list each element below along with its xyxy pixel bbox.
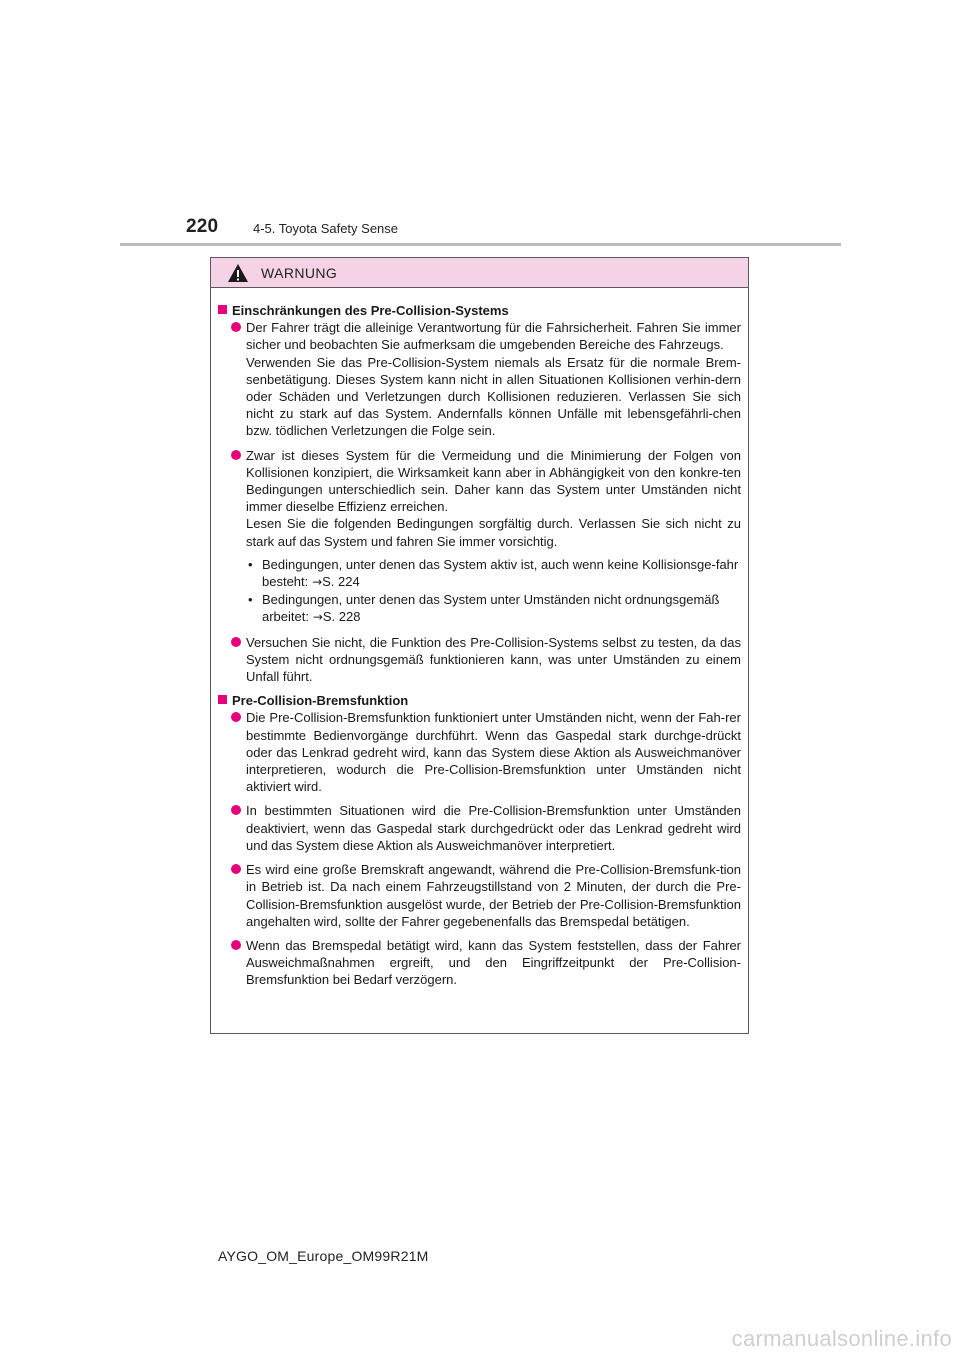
warning-box — [210, 257, 749, 1034]
bullet-item — [218, 319, 741, 439]
circle-bullet-icon — [231, 450, 241, 460]
bullet-item — [218, 861, 741, 930]
square-bullet-icon — [218, 695, 227, 704]
bullet-item — [218, 802, 741, 854]
circle-bullet-icon — [231, 805, 241, 815]
bullet-item — [218, 709, 741, 795]
bullet-item-text — [246, 447, 741, 627]
bullet-item-text — [246, 709, 741, 795]
square-bullet-icon — [218, 305, 227, 314]
sub-list-text — [262, 556, 741, 591]
bullet-item — [218, 634, 741, 686]
warning-header — [211, 258, 748, 288]
section-heading — [218, 302, 741, 319]
bullet-item — [218, 937, 741, 989]
section-heading — [218, 692, 741, 709]
warning-section — [218, 302, 741, 685]
circle-bullet-icon — [231, 712, 241, 722]
header-rule — [120, 243, 841, 246]
dot-bullet-icon: • — [248, 556, 253, 572]
section-title: 4-5. Toyota Safety Sense — [253, 221, 399, 236]
sub-item-text: Bedingungen, unter denen das System aktiv ist, auch wenn keine Kollisionsge-fahr besteht: — [262, 556, 739, 590]
site-watermark: carmanualsonline.info — [731, 1326, 952, 1351]
warning-title: WARNUNG — [261, 264, 338, 281]
bullet-item-text — [246, 319, 741, 439]
footer-code: AYGO_OM_Europe_OM99R21M — [218, 1248, 429, 1264]
page-number: 220 — [186, 216, 219, 237]
page-ref-arrow-icon: → — [308, 610, 323, 625]
paragraph: In bestimmten Situationen wird die Pre-Collision-Bremsfunktion unter Umständen deaktiviert, wenn das Gaspedal stark durchgedrückt oder das Lenkrad gedreht wird und das System diese Aktion als Ausweichmanöver interpretiert. — [246, 803, 741, 853]
page-reference-link[interactable]: S. 224 — [322, 574, 360, 590]
circle-bullet-icon — [231, 637, 241, 647]
sub-list-text — [262, 591, 741, 626]
page-reference-link[interactable]: S. 228 — [322, 609, 361, 625]
paragraph: Lesen Sie die folgenden Bedingungen sorgfältig durch. Verlassen Sie sich nicht zu stark auf das System und fahren Sie immer vorsichtig. — [246, 516, 741, 549]
warning-section — [218, 692, 741, 988]
circle-bullet-icon — [231, 322, 241, 332]
sub-item-text: Bedingungen, unter denen das System unter Umständen nicht ordnungsgemäß arbeitet: — [262, 592, 720, 625]
paragraph: Zwar ist dieses System für die Vermeidung und die Minimierung der Folgen von Kollisionen konzipiert, die Wirksamkeit kann aber in Abhängigkeit von den konkre-ten Bedingungen unterschiedlich sein. Daher kann das System unter Umständen nicht immer dieselbe Effizienz erreichen. — [246, 447, 741, 515]
sub-list — [245, 556, 741, 627]
page-ref-arrow-icon: → — [308, 575, 323, 590]
sub-list-item — [245, 591, 741, 626]
warning-triangle-icon — [227, 263, 249, 283]
bullet-item — [218, 447, 741, 627]
paragraph: Der Fahrer trägt die alleinige Verantwortung für die Fahrsicherheit. Fahren Sie immer sicher und beobachten Sie aufmerksam die umgebenden Bereiche des Fahrzeugs. — [246, 320, 741, 353]
dot-bullet-icon: • — [248, 592, 253, 608]
paragraph: Die Pre-Collision-Bremsfunktion funktioniert unter Umständen nicht, wenn der Fah-rer bestimmte Bedienvorgänge durchführt. Wenn das Gaspedal stark durchge-drückt oder das Lenkrad gedreht wird, kann das System diese Aktion als Ausweichmanöver interpretieren, wodurch die Pre-Collision-Bremsfunktion unter Umständen nicht aktiviert wird. — [246, 710, 741, 795]
circle-bullet-icon — [231, 864, 241, 874]
paragraph: Es wird eine große Bremskraft angewandt, während die Pre-Collision-Bremsfunk-tion in Betrieb ist. Da nach einem Fahrzeugstillstand von 2 Minuten, der durch die Pre-Collision-Bremsfunktion ausgelöst wurde, der Betrieb der Pre-Collision-Bremsfunktion angehalten wird, sollte der Fahrer gegebenenfalls das Bremspedal betätigen. — [246, 862, 741, 929]
bullet-item-text — [246, 937, 741, 989]
paragraph: Verwenden Sie das Pre-Collision-System niemals als Ersatz für die normale Brem-senbetätigung. Dieses System kann nicht in allen Situationen Kollisionen verhin-dern oder Schäden und Verletzungen durch Kollisionen reduzieren. Verlassen Sie sich nicht zu stark auf das System. Andernfalls können Unfälle mit lebensgefährli-chen bzw. tödlichen Verletzungen die Folge sein. — [246, 354, 741, 439]
bullet-item-text — [246, 634, 741, 686]
sub-list-item — [245, 556, 741, 591]
circle-bullet-icon — [231, 940, 241, 950]
warning-body — [211, 288, 748, 989]
bullet-item-text — [246, 802, 741, 854]
bullet-item-text — [246, 861, 741, 930]
section-heading-text: Einschränkungen des Pre-Collision-Systems — [232, 303, 509, 318]
paragraph: Versuchen Sie nicht, die Funktion des Pre-Collision-Systems selbst zu testen, da das System nicht ordnungsgemäß funktionieren kann, was unter Umständen zu einem Unfall führt. — [246, 634, 741, 685]
section-heading-text: Pre-Collision-Bremsfunktion — [232, 693, 409, 709]
paragraph: Wenn das Bremspedal betätigt wird, kann das System feststellen, dass der Fahrer Ausweichmaßnahmen ergreift, und den Eingriffzeitpunkt der Pre-Collision-Bremsfunktion bei Bedarf verzögern. — [246, 937, 741, 988]
